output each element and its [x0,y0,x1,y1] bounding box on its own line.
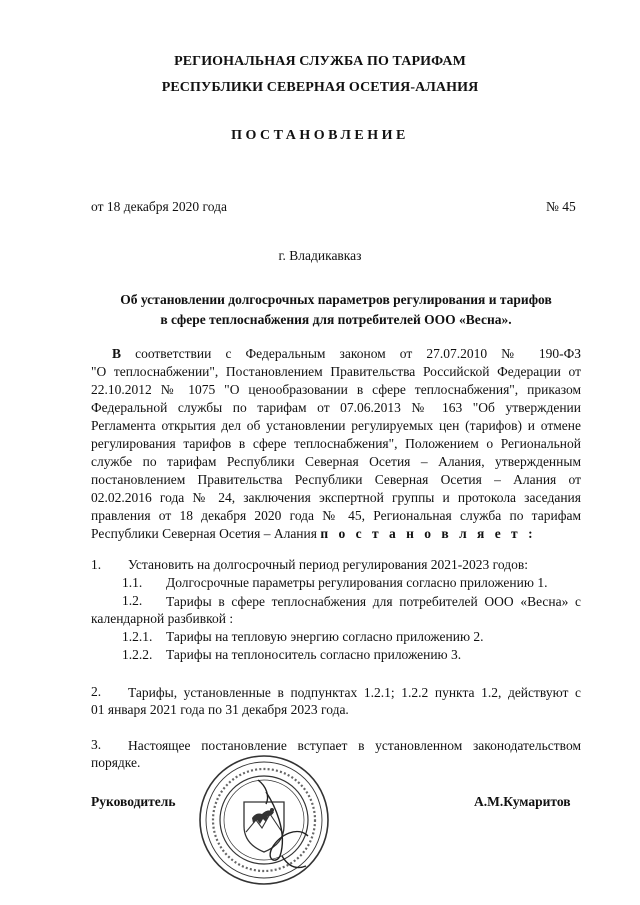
document-type: ПОСТАНОВЛЕНИЕ [231,128,409,143]
preamble-line: 22.10.2012 № 1075 "О ценообразовании в сфере теплоснабжения", приказом [91,382,581,397]
signer-name: А.М.Кумаритов [474,794,571,809]
document-date: от 18 декабря 2020 года [91,199,227,214]
item-1-2-1-number: 1.2.1. [122,629,153,644]
preamble-line: регулирования тарифов в сфере теплоснабжения", Положением о Региональной [91,436,581,451]
preamble-line: "О теплоснабжении", Постановлением Правительства Российской Федерации от [91,364,581,379]
item-1-2-1-text: Тарифы на тепловую энергию согласно приложению 2. [166,629,484,644]
org-name-line1: РЕГИОНАЛЬНАЯ СЛУЖБА ПО ТАРИФАМ [174,54,466,69]
item-1-number: 1. [91,557,102,572]
org-name-line2: РЕСПУБЛИКИ СЕВЕРНАЯ ОСЕТИЯ-АЛАНИЯ [161,80,479,95]
item-3-text: Настоящее постановление вступает в установленном законодательством [128,738,581,753]
preamble-lead: В [112,346,122,361]
subject-line2: в сфере теплоснабжения для потребителей ООО «Весна». [160,312,512,327]
official-seal-icon [196,752,332,888]
item-1-2-number: 1.2. [122,593,143,608]
item-1-2-2-text: Тарифы на теплоноситель согласно приложению 3. [166,647,462,662]
item-1-2-2-number: 1.2.2. [122,647,153,662]
preamble-line: Федеральной службы по тарифам от 07.06.2013 № 163 "Об утверждении [91,400,581,415]
document-number: № 45 [546,199,576,214]
preamble-line: Регламента открытия дел об установлении регулируемых цен (тарифов) и отмене [91,418,581,433]
item-2-text-cont: 01 января 2021 года по 31 декабря 2023 года. [91,702,349,717]
signer-role: Руководитель [91,794,176,809]
item-1-1-text: Долгосрочные параметры регулирования согласно приложению 1. [166,575,548,590]
preamble-line: постановлением Правительства Республики Северная Осетия – Алания от [91,472,581,487]
resolve-word: п о с т а н о в л я е т : [320,526,537,541]
city: г. Владикавказ [278,248,362,263]
preamble-line: правления от 18 декабря 2020 года № 45, Региональная служба по тарифам [91,508,581,523]
preamble-last-line: Республики Северная Осетия – Алания п о с т а н о в л я е т : [91,526,537,541]
item-1-2-text-cont: календарной разбивкой : [91,611,234,626]
preamble-line: 02.02.2016 года № 24, заключения экспертной группы и протокола заседания [91,490,581,505]
preamble-line: В соответствии с Федеральным законом от 27.07.2010 № 190-ФЗ [112,346,581,361]
item-3-text-cont: порядке. [91,755,141,770]
subject-line1: Об установлении долгосрочных параметров регулирования и тарифов [120,292,552,307]
item-1-text: Установить на долгосрочный период регулирования 2021-2023 годов: [128,557,528,572]
item-1-1-number: 1.1. [122,575,143,590]
item-1-2-text: Тарифы в сфере теплоснабжения для потребителей ООО «Весна» с [166,594,581,609]
item-2-text: Тарифы, установленные в подпунктах 1.2.1; 1.2.2 пункта 1.2, действуют с [128,685,581,700]
preamble-line: службе по тарифам Республики Северная Осетия – Алания, утвержденным [91,454,581,469]
item-3-number: 3. [91,737,102,752]
item-2-number: 2. [91,684,102,699]
